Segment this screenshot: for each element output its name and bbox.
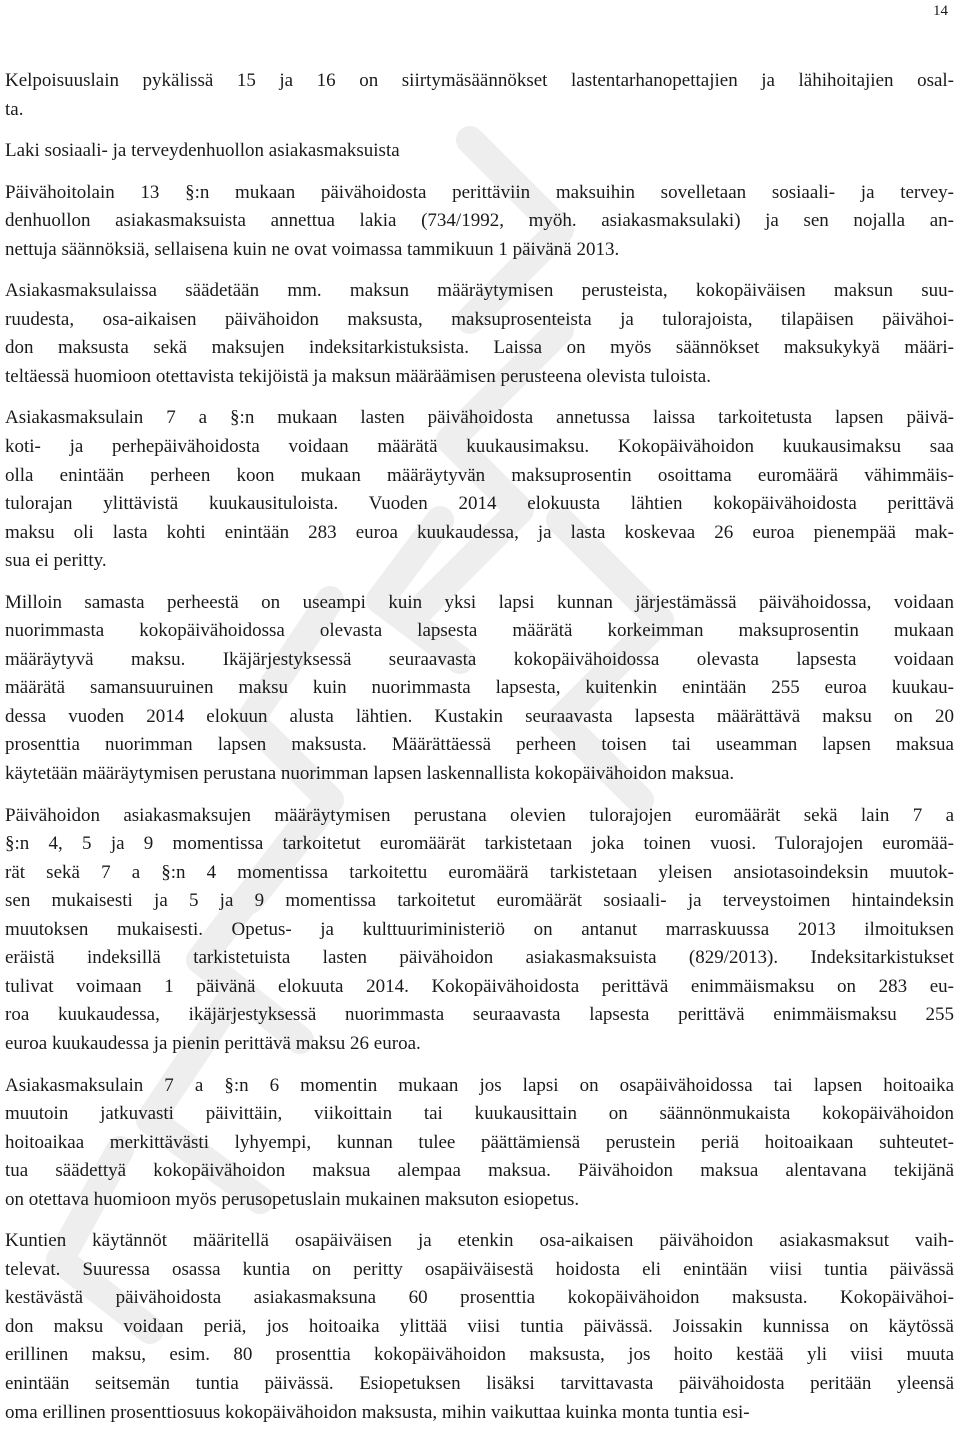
paragraph xyxy=(5,137,954,166)
paragraph xyxy=(5,589,954,789)
paragraph-spacer xyxy=(5,264,954,277)
text-line: kestävästä päivähoidosta asiakasmaksuna 60 prosenttia kokopäivähoidon maksusta. Kokopäivähoi- xyxy=(5,1287,954,1309)
page-number: 14 xyxy=(933,3,948,19)
paragraph xyxy=(5,1227,954,1427)
text-line: euroa kuukaudessa ja pienin perittävä maksu 26 euroa. xyxy=(5,1032,421,1054)
text-line: maksu oli lasta kohti enintään 283 euroa kuukaudessa, ja lasta koskevaa 26 euroa pienempää mak- xyxy=(5,521,954,543)
text-line: televat. Suuressa osassa kuntia on peritty osapäiväisestä hoidosta eli enintään viisi tuntia päivässä xyxy=(5,1258,954,1280)
text-line: koti- ja perhepäivähoidosta voidaan määrätä kuukausimaksu. Kokopäivähoidon kuukausimaksu saa xyxy=(5,436,954,458)
paragraph-spacer xyxy=(5,789,954,802)
text-line: Kelpoisuuslain pykälissä 15 ja 16 on siirtymäsäännökset lastentarhanopettajien ja lähihoitajien osal- xyxy=(5,70,954,91)
text-line: rät sekä 7 a §:n 4 momentissa tarkoitettu euromäärä tarkistetaan yleisen ansiotasoindeksin muutok- xyxy=(5,861,954,883)
text-line: Laki sosiaali- ja terveydenhuollon asiakasmaksuista xyxy=(5,140,400,162)
paragraph-spacer xyxy=(5,391,954,404)
text-line: Asiakasmaksulaissa säädetään mm. maksun määräytymisen perusteista, kokopäiväisen maksun suu- xyxy=(5,280,954,302)
text-line: denhuollon asiakasmaksuista annettua lakia (734/1992, myöh. asiakasmaksulaki) ja sen nojalla an- xyxy=(5,210,954,232)
text-line: muutoin jatkuvasti päivittäin, viikoittain tai kuukausittain on säännönmukaista kokopäivähoidon xyxy=(5,1103,954,1125)
text-line: eräistä indeksillä tarkistetuista lasten päivähoidon asiakasmaksuista (829/2013). Indeksitarkistukset xyxy=(5,947,954,969)
text-line: määräytyvä maksu. Ikäjärjestyksessä seuraavasta kokopäivähoidossa olevasta lapsesta voidaan xyxy=(5,648,954,670)
text-line: Asiakasmaksulain 7 a §:n 6 momentin mukaan jos lapsi on osapäivähoidossa tai lapsen hoitoaika xyxy=(5,1074,954,1096)
text-line: roa kuukaudessa, ikäjärjestyksessä nuorimmasta seuraavasta lapsesta perittävä enimmäismaksu 255 xyxy=(5,1004,954,1026)
paragraph xyxy=(5,1072,954,1215)
text-line: ta. xyxy=(5,98,24,120)
document-body xyxy=(5,67,954,1427)
text-line: sua ei peritty. xyxy=(5,550,107,572)
paragraph xyxy=(5,802,954,1059)
text-line: enintään seitsemän tuntia päivässä. Esiopetuksen lisäksi tarvittavasta päivähoidosta peritään yleensä xyxy=(5,1372,954,1394)
text-line: Päivähoidon asiakasmaksujen määräytymisen perustana olevien tulorajojen euromäärät sekä lain 7 a xyxy=(5,804,954,826)
text-line: erillinen maksu, esim. 80 prosenttia kokopäivähoidon maksusta, jos hoito kestää yli viisi muuta xyxy=(5,1344,954,1366)
text-line: muutoksen mukaisesti. Opetus- ja kulttuuriministeriö on antanut marraskuussa 2013 ilmoituksen xyxy=(5,918,954,940)
text-line: tulivat voimaan 1 päivänä elokuuta 2014. Kokopäivähoidosta perittävä enimmäismaksu on 283 eu- xyxy=(5,975,954,997)
text-line: määrätä samansuuruinen maksu kuin nuorimmasta lapsesta, kuitenkin enintään 255 euroa kuukau- xyxy=(5,677,954,699)
paragraph-spacer xyxy=(5,1214,954,1227)
paragraph-spacer xyxy=(5,576,954,589)
text-line: dessa vuoden 2014 elokuun alusta lähtien. Kustakin seuraavasta lapsesta määrättävä maksu on 20 xyxy=(5,705,954,727)
paragraph xyxy=(5,404,954,575)
text-line: §:n 4, 5 ja 9 momentissa tarkoitetut euromäärät tarkistetaan joka toinen vuosi. Tulorajojen euromää- xyxy=(5,833,954,855)
text-line: tulorajan ylittävistä kuukausituloista. Vuoden 2014 elokuusta lähtien kokopäivähoidosta perittävä xyxy=(5,493,954,515)
paragraph xyxy=(5,179,954,265)
text-line: nuorimmasta kokopäivähoidossa olevasta lapsesta määrätä korkeimman maksuprosentin mukaan xyxy=(5,620,954,642)
text-line: tua säädettyä kokopäivähoidon maksua alempaa maksua. Päivähoidon maksua alentavana tekijänä xyxy=(5,1160,954,1182)
paragraph-spacer xyxy=(5,124,954,137)
text-line: Milloin samasta perheestä on useampi kuin yksi lapsi kunnan järjestämässä päivähoidossa, voidaan xyxy=(5,591,954,613)
text-line: oma erillinen prosenttiosuus kokopäivähoidon maksusta, mihin vaikuttaa kuinka monta tuntia esi- xyxy=(5,1401,750,1423)
text-line: on otettava huomioon myös perusopetuslain mukainen maksuton esiopetus. xyxy=(5,1188,580,1210)
paragraph-spacer xyxy=(5,1059,954,1072)
paragraph xyxy=(5,67,954,124)
text-line: teltäessä huomioon otettavista tekijöistä ja maksun määräämisen perusteena olevista tuloista. xyxy=(5,365,711,387)
text-line: nettuja säännöksiä, sellaisena kuin ne ovat voimassa tammikuun 1 päivänä 2013. xyxy=(5,238,620,260)
text-line: Päivähoitolain 13 §:n mukaan päivähoidosta perittäviin maksuihin sovelletaan sosiaali- ja tervey- xyxy=(5,181,954,203)
paragraph xyxy=(5,277,954,391)
text-line: ruudesta, osa-aikaisen päivähoidon maksusta, maksuprosenteista ja tulorajoista, tilapäisen päivähoi- xyxy=(5,308,954,330)
text-line: prosenttia nuorimman lapsen maksusta. Määrättäessä perheen toisen tai useamman lapsen maksua xyxy=(5,734,954,756)
paragraph-spacer xyxy=(5,166,954,179)
text-line: don maksusta sekä maksujen indeksitarkistuksista. Laissa on myös säännökset maksukykyä määri- xyxy=(5,337,954,359)
text-line: käytetään määräytymisen perustana nuorimman lapsen laskennallista kokopäivähoidon maksua. xyxy=(5,763,735,785)
text-line: Asiakasmaksulain 7 a §:n mukaan lasten päivähoidosta annetussa laissa tarkoitetusta lapsen päivä- xyxy=(5,407,954,429)
text-line: don maksu voidaan periä, jos hoitoaika ylittää viisi tuntia päivässä. Joissakin kunnissa on käytössä xyxy=(5,1315,954,1337)
text-line: olla enintään perheen koon mukaan määräytyvän maksuprosentin osoittama euromäärä vähimmäis- xyxy=(5,464,954,486)
text-line: Kuntien käytännöt määritellä osapäiväisen ja etenkin osa-aikaisen päivähoidon asiakasmaksut vaih- xyxy=(5,1230,954,1252)
text-line: hoitoaikaa merkittävästi lyhyempi, kunnan tulee päättämiensä perustein periä hoitoaikaan suhteutet- xyxy=(5,1131,954,1153)
text-line: sen mukaisesti ja 5 ja 9 momentissa tarkoitetut euromäärät sosiaali- ja terveystoimen hintaindeksin xyxy=(5,890,954,912)
